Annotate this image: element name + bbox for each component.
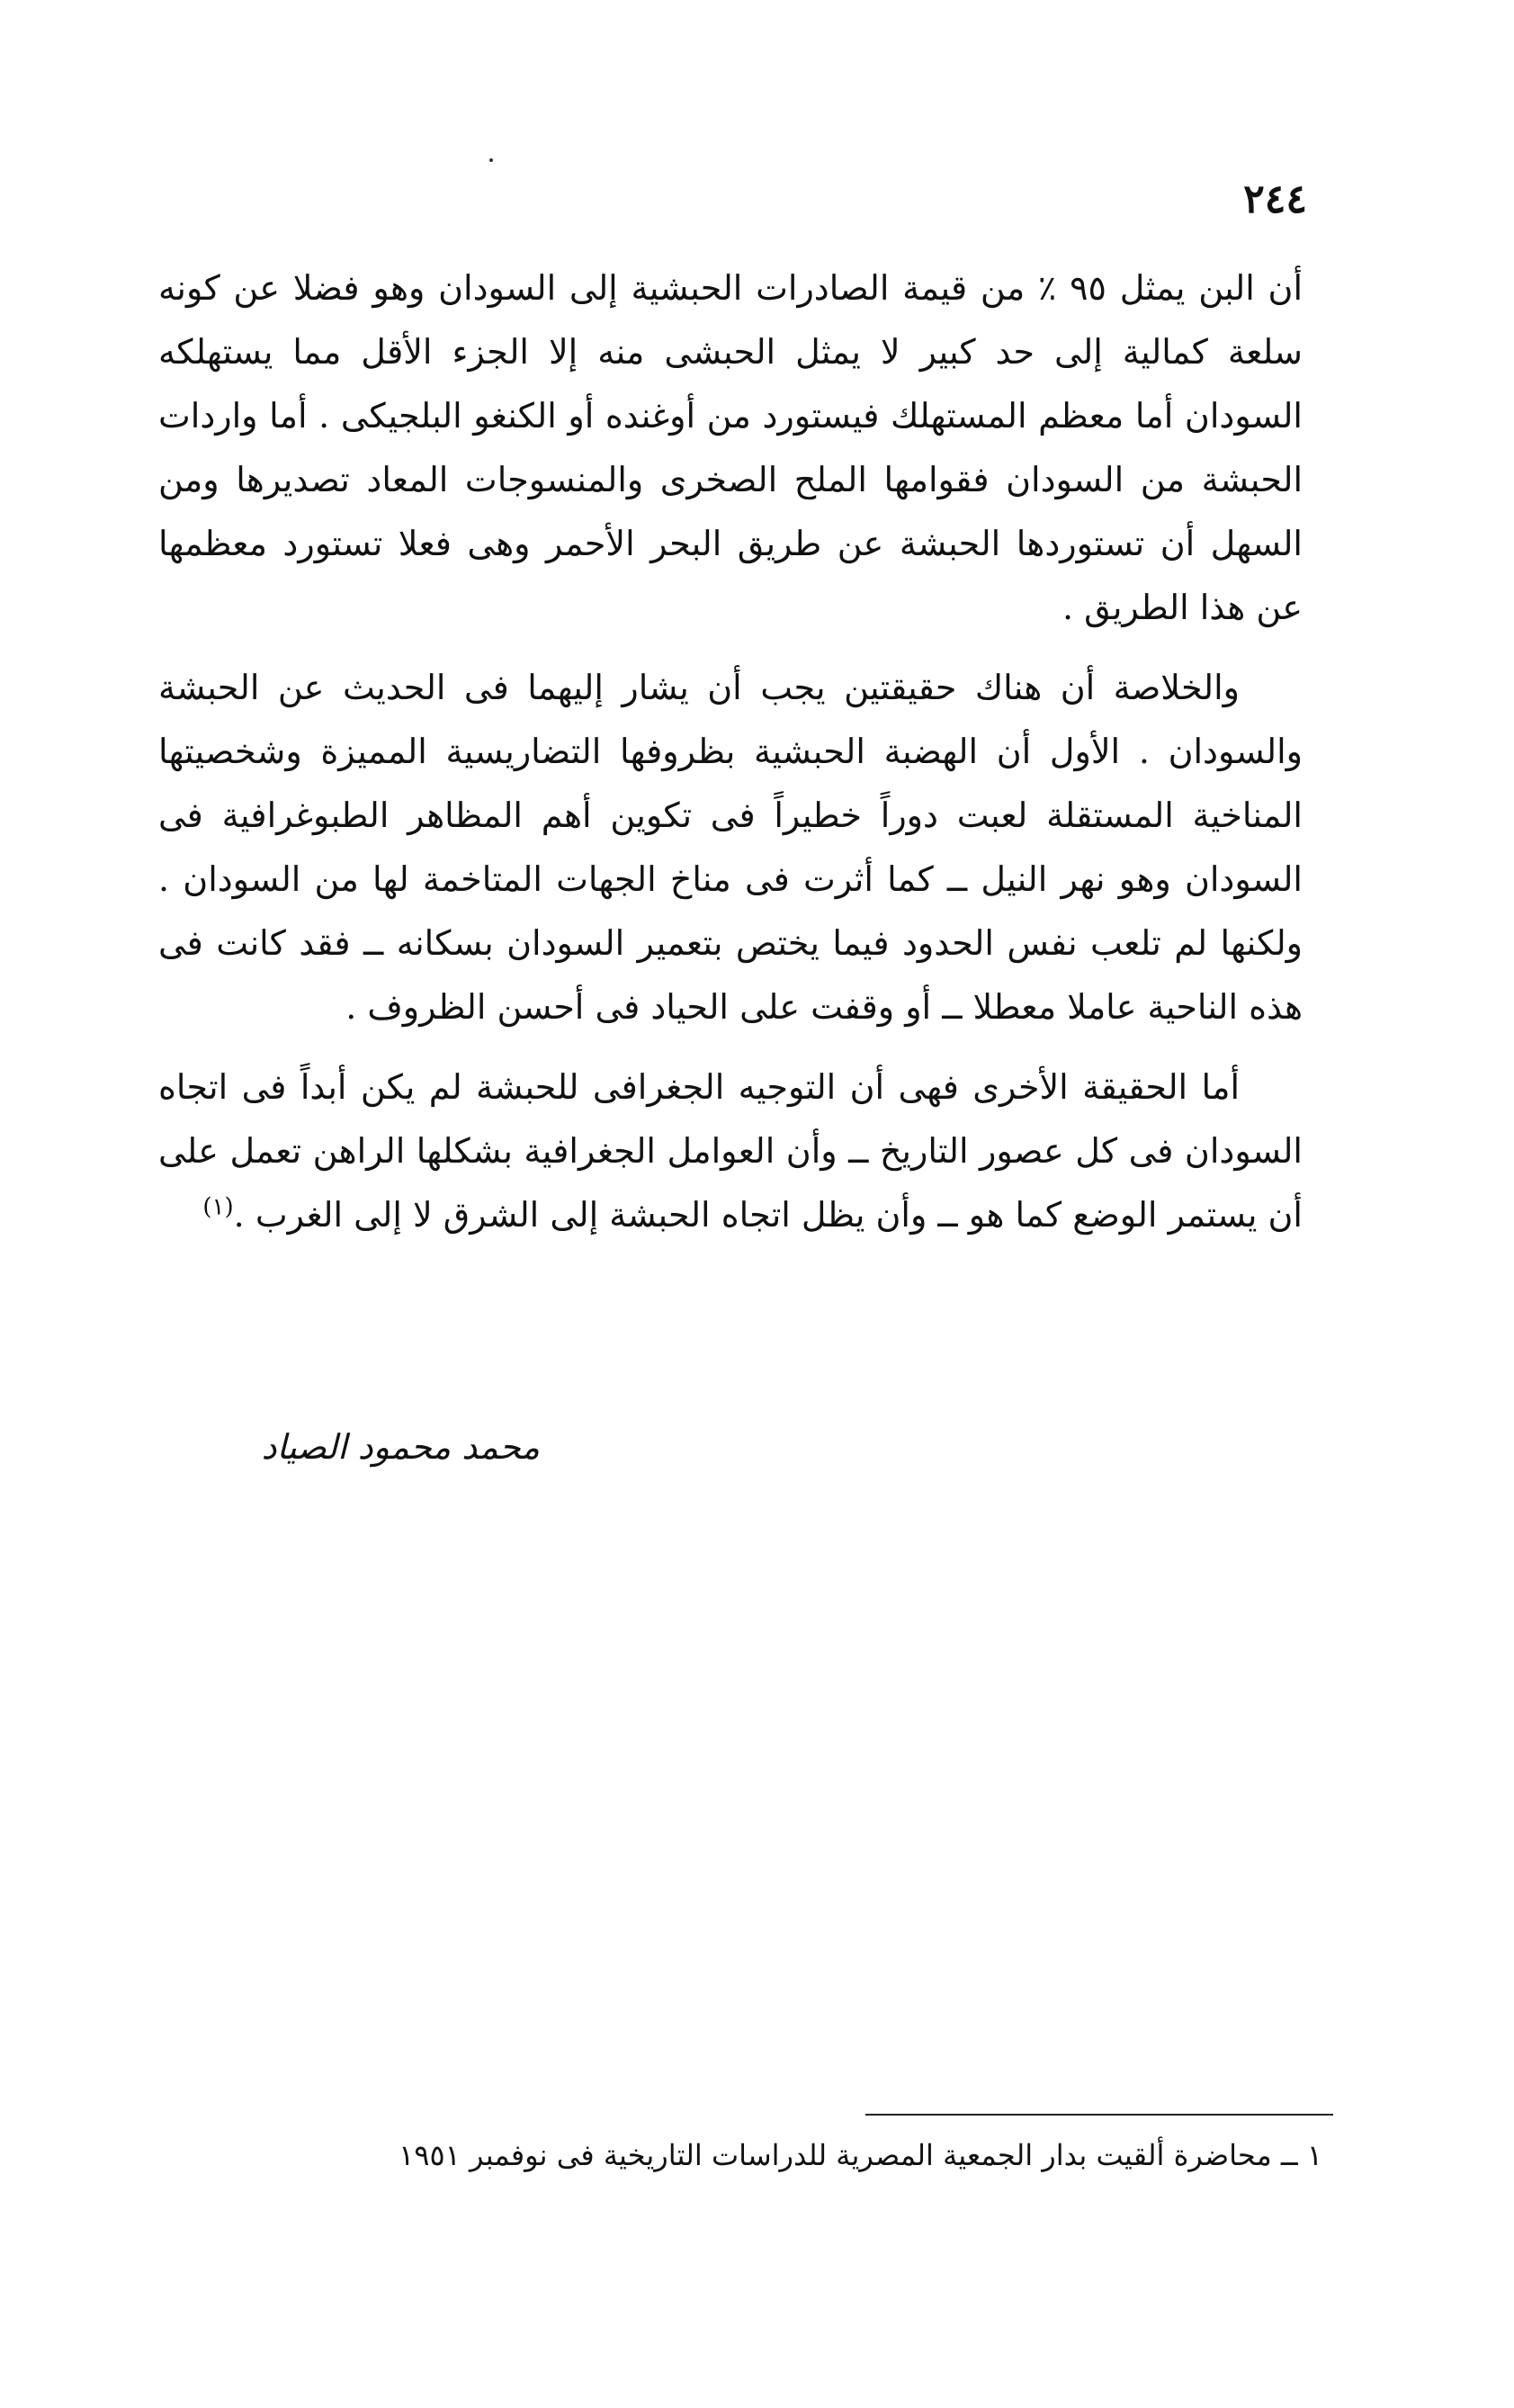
- paragraph-1: أن البن يمثل ٩٥ ٪ من قيمة الصادرات الحبشية إلى السودان وهو فضلا عن كونه سلعة كمالية إلى حد كبير لا يمثل الحبشى منه إلا الجزء الأقل مما يستهلكه السودان أما معظم المستهلك فيستورد من أوغنده أو الكنغو البلجيكى . أما واردات الحبشة من السودان فقوامها الملح الصخرى والمنسوجات المعاد تصديرها ومن السهل أن تستوردها الحبشة عن طريق البحر الأحمر وهى فعلا تستورد معظمها عن هذا الطريق .: [158, 268, 1303, 627]
- footnote-reference: (١): [202, 1193, 234, 1221]
- footnote-divider: [865, 2114, 1333, 2116]
- article-body: [158, 256, 1303, 1263]
- author-signature: محمد محمود الصياد: [261, 1427, 540, 1467]
- footnote: ١ ــ محاضرة ألقيت بدار الجمعية المصرية للدراسات التاريخية فى نوفمبر ١٩٥١: [399, 2138, 1322, 2172]
- paragraph-3: [158, 1056, 1303, 1247]
- print-speck: [489, 158, 493, 162]
- paragraph-3-text: أما الحقيقة الأخرى فهى أن التوجيه الجغرافى للحبشة لم يكن أبداً فى اتجاه السودان فى كل عصور التاريخ ــ وأن العوامل الجغرافية بشكلها الراهن تعمل على أن يستمر الوضع كما هو ــ وأن يظل اتجاه الحبشة إلى الشرق لا إلى الغرب .: [158, 1067, 1303, 1235]
- paragraph-2: والخلاصة أن هناك حقيقتين يجب أن يشار إليهما فى الحديث عن الحبشة والسودان . الأول أن الهضبة الحبشية بظروفها التضاريسية المميزة وشخصيتها المناخية المستقلة لعبت دوراً خطيراً فى تكوين أهم المظاهر الطبوغرافية فى السودان وهو نهر النيل ــ كما أثرت فى مناخ الجهات المتاخمة لها من السودان . ولكنها لم تلعب نفس الحدود فيما يختص بتعمير السودان بسكانه ــ فقد كانت فى هذه الناحية عاملا معطلا ــ أو وقفت على الحياد فى أحسن الظروف .: [158, 668, 1303, 1027]
- page-number: ٢٤٤: [1243, 176, 1307, 222]
